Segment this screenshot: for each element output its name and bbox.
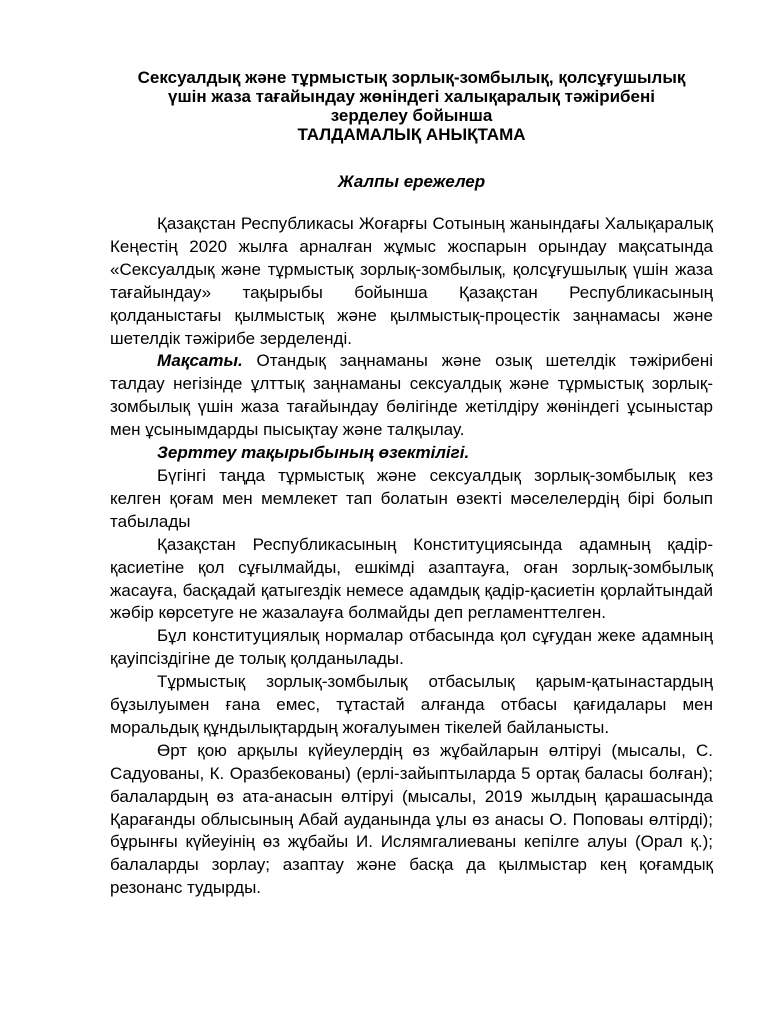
paragraph-text: Бүгінгі таңда тұрмыстық және сексуалдық зорлық-зомбылық кез келген қоғам мен мемлекет тап болатын өзекті мәселелердің бірі болып табылады <box>110 465 713 531</box>
paragraph-6 <box>110 625 713 671</box>
title-line-1: Сексуалдық және тұрмыстық зорлық-зомбылық, қолсұғушылық <box>137 68 686 87</box>
paragraph-text: Тұрмыстық зорлық-зомбылық отбасылық қарым-қатынастардың бұзылуымен ғана емес, тұтастай алғанда отбасы қағидалары мен моральдық құндылықтардың жоғалуымен тікелей байланысты. <box>110 672 713 737</box>
section-heading: Жалпы ережелер <box>337 172 486 191</box>
document-title <box>110 68 713 144</box>
paragraph-8 <box>110 740 713 900</box>
paragraph-relevance-heading <box>110 442 713 465</box>
paragraph-5 <box>110 534 713 626</box>
paragraph-1 <box>110 213 713 350</box>
paragraph-lead: Мақсаты. <box>157 351 243 371</box>
paragraph-text: Отандық заңнаманы және озық шетелдік тәжірибені талдау негізінде ұлттық заңнаманы сексуалдық және тұрмыстық зорлық-зомбылық үшін жаза тағайындау бөлігінде жетілдіру жөніндегі ұсыныстар мен ұсынымдарды пысықтау және талқылау. <box>110 351 713 440</box>
document-body <box>110 213 713 900</box>
paragraph-7 <box>110 671 713 740</box>
paragraph-lead: Зерттеу тақырыбының өзектілігі. <box>157 443 470 463</box>
paragraph-text: Өрт қою арқылы күйеулердің өз жұбайларын өлтіруі (мысалы, С. Садуованы, К. Оразбекованы) (ерлі-зайыптыларда 5 ортақ баласы болған); балалардың өз ата-анасын өлтіруі (мысалы, 2019 жылдың қарашасында Қарағанды облысының Абай ауданында ұлы өз анасы О. Поповаы өлтірді); бұрынғы күйеуінің өз жұбайы И. Ислямгалиеваны кепілге алуы (Орал қ.); балаларды зорлау; азаптау және басқа да қылмыстар кең қоғамдық резонанс тудырды. <box>110 740 713 898</box>
paragraph-text: Қазақстан Республикасының Конституциясында адамның қадір-қасиетіне қол сұғылмайды, ешкімді азаптауға, оған зорлық-зомбылық жасауға, басқадай қатыгездік немесе адамдық қадір-қасиетін қорлайтындай жәбір көрсетуге не жазалауға болмайды деп регламенттелген. <box>110 534 713 623</box>
document-page <box>110 68 713 900</box>
paragraph-goal <box>110 350 713 442</box>
paragraph-text: Қазақстан Республикасы Жоғарғы Сотының жанындағы Халықаралық Кеңестің 2020 жылға арналған жұмыс жоспарын орындау мақсатында «Сексуалдық және тұрмыстық зорлық-зомбылық, қолсұғушылық үшін жаза тағайындау» тақырыбы бойынша Қазақстан Республикасының қолданыстағы қылмыстық және қылмыстық-процестік заңнамасы және шетелдік тәжірибе зерделенді. <box>110 214 713 348</box>
paragraph-text: Бұл конституциялық нормалар отбасында қол сұғудан жеке адамның қауіпсіздігіне де толық қолданылады. <box>110 626 713 669</box>
title-line-2: үшін жаза тағайындау жөніндегі халықаралық тәжірибені <box>167 87 656 106</box>
title-line-4: ТАЛДАМАЛЫҚ АНЫҚТАМА <box>297 125 526 144</box>
title-line-3: зерделеу бойынша <box>330 106 493 125</box>
paragraph-4 <box>110 465 713 534</box>
